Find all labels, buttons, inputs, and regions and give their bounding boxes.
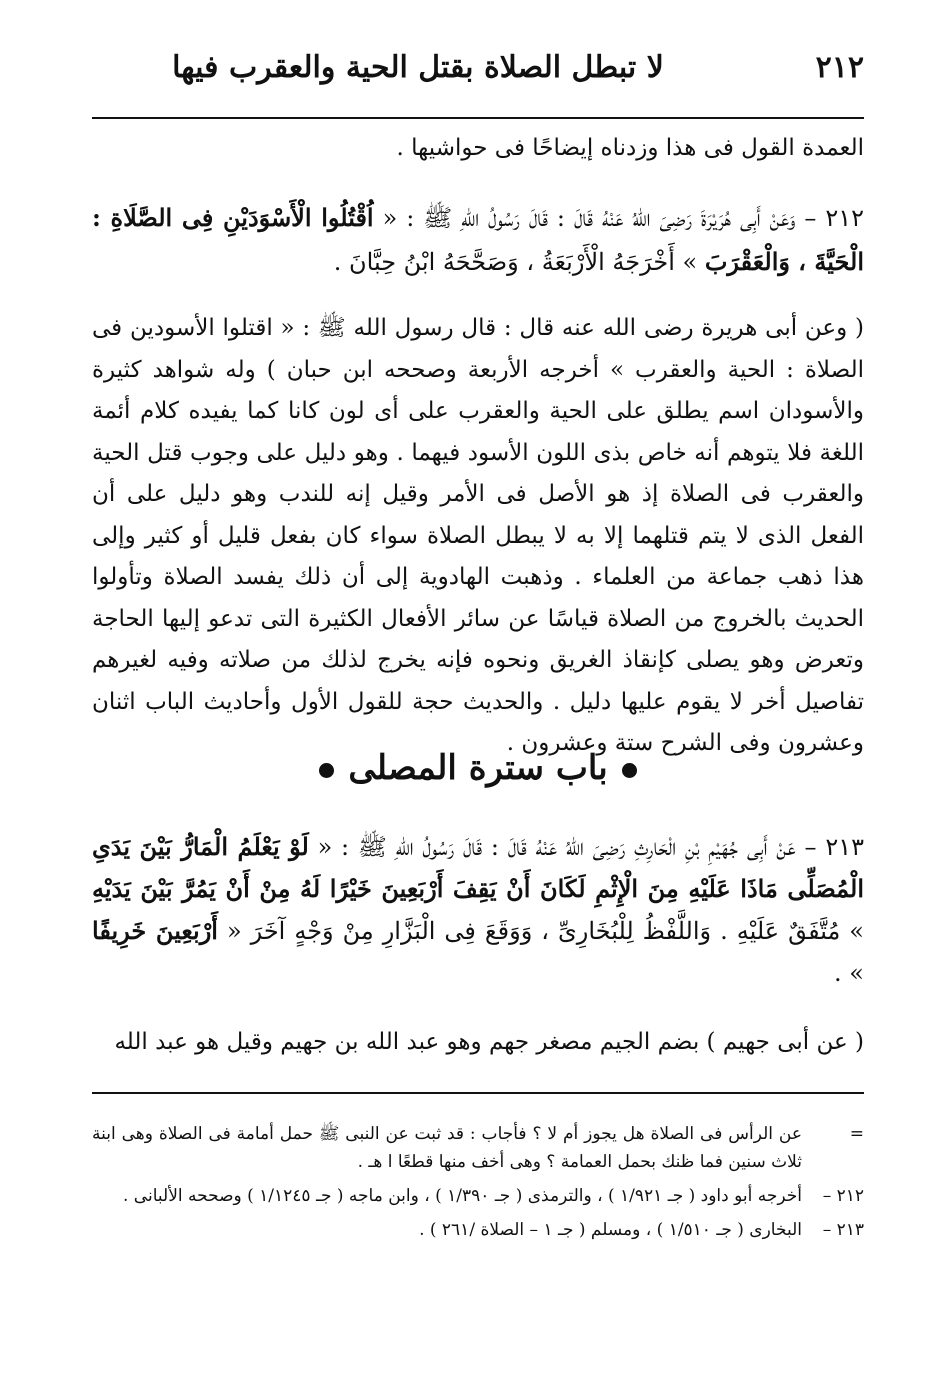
page-content <box>92 0 864 1380</box>
bullet-icon <box>622 763 637 778</box>
hadith-212-quote: اُقْتُلُوا الْأَسْوَدَيْنِ فِى الصَّلَاةِ : الْحَيَّةَ ، وَالْعَقْرَبَ <box>92 203 864 276</box>
hadith-213-quote: لَوْ يَعْلَمُ الْمَارُّ بَيْنَ يَدَىِ الْمُصَلِّى مَاذَا عَلَيْهِ مِنَ الْإِثْمِ لَكَانَ أَنْ يَقِفَ أَرْبَعِينَ خَيْرًا لَهُ مِنْ أَنْ يَمُرَّ بَيْنَ يَدَيْهِ <box>92 832 864 903</box>
intro-line: العمدة القول فى هذا وزدناه إيضاحًا فى حواشيها . <box>396 135 864 161</box>
hadith-213-lead: ٢١٣ – عَنْ أَبِى جُهَيْمِ بْنِ الْحَارِثِ رَضِىَ اللهُ عَنْهُ قَالَ : قَالَ رَسُولُ اللهِ ﷺ : « <box>317 833 864 861</box>
hadith-213-quote2: أَرْبَعِينَ خَرِيفًا <box>92 916 218 945</box>
commentary-213-start: ( عن أبى جهيم ) بضم الجيم مصغر جهم وهو عبد الله بن جهيم وقيل هو عبد الله <box>114 1029 864 1055</box>
footnote-text: البخارى ( جـ ١/٥١٠ ) ، ومسلم ( جـ ١ – الصلاة /٢٦١ ) . <box>419 1220 802 1240</box>
bullet-icon <box>319 763 334 778</box>
hadith-213 <box>92 826 864 994</box>
page-header <box>92 50 864 100</box>
footnote-mark: ٢١٢ – <box>822 1186 864 1206</box>
hadith-213-mid: » مُتَّفَقٌ عَلَيْهِ . وَاللَّفْظُ لِلْبُخَارِىِّ ، وَوَقَعَ فِى الْبَزَّارِ مِنْ وَجْهٍ آخَرَ « <box>226 917 864 945</box>
footnote <box>92 1216 864 1244</box>
footnote-text: عن الرأس فى الصلاة هل يجوز أم لا ؟ فأجاب : قد ثبت عن النبى ﷺ حمل أمامة فى الصلاة وهى ابنة ثلاث سنين فما ظنك بحمل العمامة ؟ وهى أخف منها قطعًا ا هـ . <box>92 1124 802 1172</box>
footnote <box>92 1120 864 1176</box>
commentary-212: ( وعن أبى هريرة رضى الله عنه قال : قال رسول الله ﷺ : « اقتلوا الأسودين فى الصلاة : الحية والعقرب » أخرجه الأربعة وصححه ابن حبان ) وله شواهد كثيرة والأسودان اسم يطلق على الحية والعقرب على أى لون كانا كما يفيده كلام أئمة اللغة فلا يتوهم أنه خاص بذى اللون الأسود فيهما . وهو دليل على وجوب قتل الحية والعقرب فى الصلاة إذ هو الأصل فى الأمر وقيل إنه للندب وهو دليل على أن الفعل الذى لا يتم قتلهما إلا به لا يبطل الصلاة سواء كان بفعل قليل أو كثير وإلى هذا ذهب جماعة من العلماء . وذهبت الهادوية إلى أن ذلك يفسد الصلاة وتأولوا الحديث بالخروج من الصلاة قياسًا عن سائر الأفعال الكثيرة التى تدعو إليها الحاجة وتعرض وهو يصلى كإنقاذ الغريق ونحوه فإنه يخرج لذلك من صلاته وفيه لغيرهم تفاصيل أخر لا يقوم عليها دليل . والحديث حجة للقول الأول وأحاديث الباب اثنان وعشرون وفى الشرح ستة وعشرون . <box>92 315 864 756</box>
page-number: ٢١٢ <box>815 50 864 85</box>
footnote-rule <box>92 1092 864 1094</box>
running-title: لا تبطل الصلاة بقتل الحية والعقرب فيها <box>172 50 664 85</box>
header-rule <box>92 117 864 119</box>
hadith-213-tail: » . <box>834 959 864 987</box>
hadith-212-tail: » أَخْرَجَهُ الْأَرْبَعَةُ ، وَصَحَّحَهُ ابْنُ حِبَّانَ . <box>333 248 698 276</box>
footnote <box>92 1182 864 1210</box>
section-heading-text: باب سترة المصلى <box>348 748 608 788</box>
footnote-text: أخرجه أبو داود ( جـ ١/٩٢١ ) ، والترمذى ( جـ ١/٣٩٠ ) ، وابن ماجه ( جـ ١/١٢٤٥ ) وصححه الألبانى . <box>123 1186 802 1206</box>
footnote-mark: = <box>849 1124 864 1144</box>
section-heading <box>92 748 864 788</box>
hadith-212 <box>92 196 864 284</box>
footnote-mark: ٢١٣ – <box>822 1220 864 1240</box>
footnotes <box>92 1120 864 1250</box>
hadith-212-lead: ٢١٢ – وَعَنْ أَبِى هُرَيْرَةَ رَضِىَ اللهُ عَنْهُ قَالَ : قَالَ رَسُولُ اللهِ ﷺ : « <box>382 204 864 232</box>
